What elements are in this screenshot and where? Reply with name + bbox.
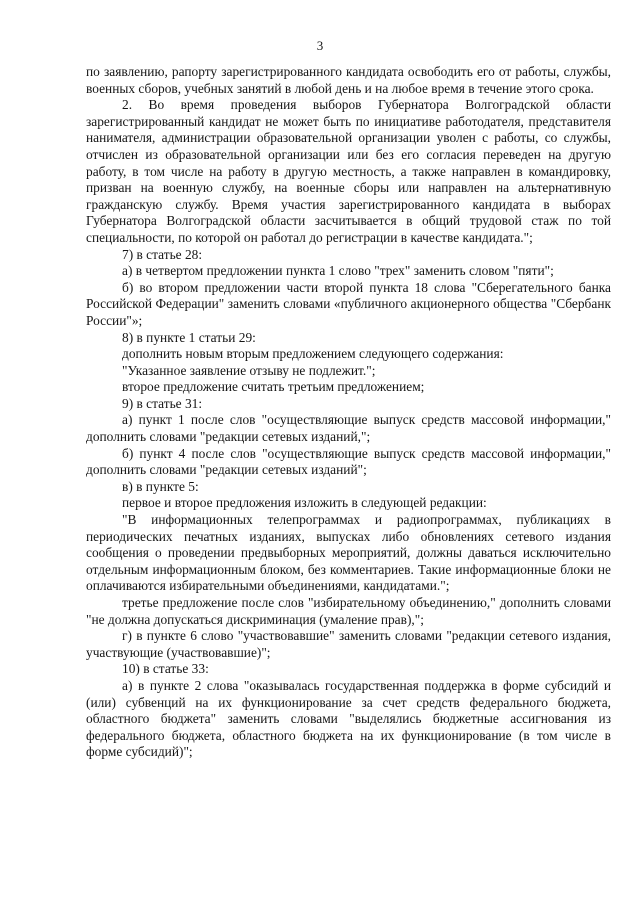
paragraph: дополнить новым вторым предложением следующего содержания:	[122, 346, 504, 362]
page-number: 3	[316, 38, 324, 53]
paragraph: второе предложение считать третьим предложением;	[122, 379, 425, 395]
paragraph: первое и второе предложения изложить в следующей редакции:	[122, 495, 487, 511]
paragraph: "Указанное заявление отзыву не подлежит.";	[122, 362, 376, 378]
paragraph: по заявлению, рапорту зарегистрированного кандидата освободить его от работы, службы, военных сборов, учебных занятий в любой день и на любое время в течение этого срока.	[86, 64, 611, 96]
document-body	[86, 64, 611, 761]
paragraph: г) в пункте 6 слово "участвовавшие" заменить словами "редакции сетевого издания, участвующие (участвовавшие)";	[86, 628, 611, 660]
paragraph: а) пункт 1 после слов "осуществляющие выпуск средств массовой информации," дополнить словами "редакции сетевых изданий,";	[86, 412, 611, 445]
paragraph: в) в пункте 5:	[122, 478, 199, 494]
paragraph: третье предложение после слов "избирательному объединению," дополнить словами "не должна допускаться дискриминация (умаление прав),";	[86, 595, 611, 627]
paragraph: "В информационных телепрограммах и радиопрограммах, публикациях в периодических печатных изданиях, выпусках либо обновлениях сетевого издания сообщения о проведении предвыборных мероприятий, должны даваться исключительно отдельным информационным блоком, без комментариев. Такие информационные блоки не оплачиваются избирательными объединениями, кандидатами.";	[86, 512, 611, 594]
paragraph: 8) в пункте 1 статьи 29:	[122, 329, 256, 345]
paragraph: 10) в статье 33:	[122, 661, 209, 677]
paragraph: б) пункт 4 после слов "осуществляющие выпуск средств массовой информации," дополнить словами "редакции сетевых изданий";	[86, 445, 611, 478]
paragraph: 2. Во время проведения выборов Губернатора Волгоградской области зарегистрированный кандидат не может быть по инициативе работодателя, представителя нанимателя, администрации образовательной организации уволен с работы, со службы, отчислен из образовательной организации или без его согласия переведен на другую работу, в том числе на работу в другую местность, а также направлен в командировку, призван на военную службу, на военные сборы или направлен на альтернативную гражданскую службу. Время участия зарегистрированного кандидата в выборах Губернатора Волгоградской области засчитывается в общий трудовой стаж по той специальности, по которой он работал до регистрации в качестве кандидата.";	[86, 97, 611, 245]
paragraph: а) в четвертом предложении пункта 1 слово "трех" заменить словом "пяти";	[122, 263, 554, 279]
paragraph: 7) в статье 28:	[122, 246, 203, 262]
paragraph: а) в пункте 2 слова "оказывалась государственная поддержка в форме субсидий и (или) субвенций на их функционирование за счет средств федерального бюджета, областного бюджета" заменить словами "выделялись бюджетные ассигнования из федерального бюджета, областного бюджета на их функционирование (в том числе в форме субсидий)";	[86, 677, 611, 760]
paragraph: 9) в статье 31:	[122, 395, 203, 411]
paragraph: б) во втором предложении части второй пункта 18 слова "Сберегательного банка Российской Федерации" заменить словами «публичного акционерного общества "Сбербанк России"»;	[86, 279, 611, 328]
